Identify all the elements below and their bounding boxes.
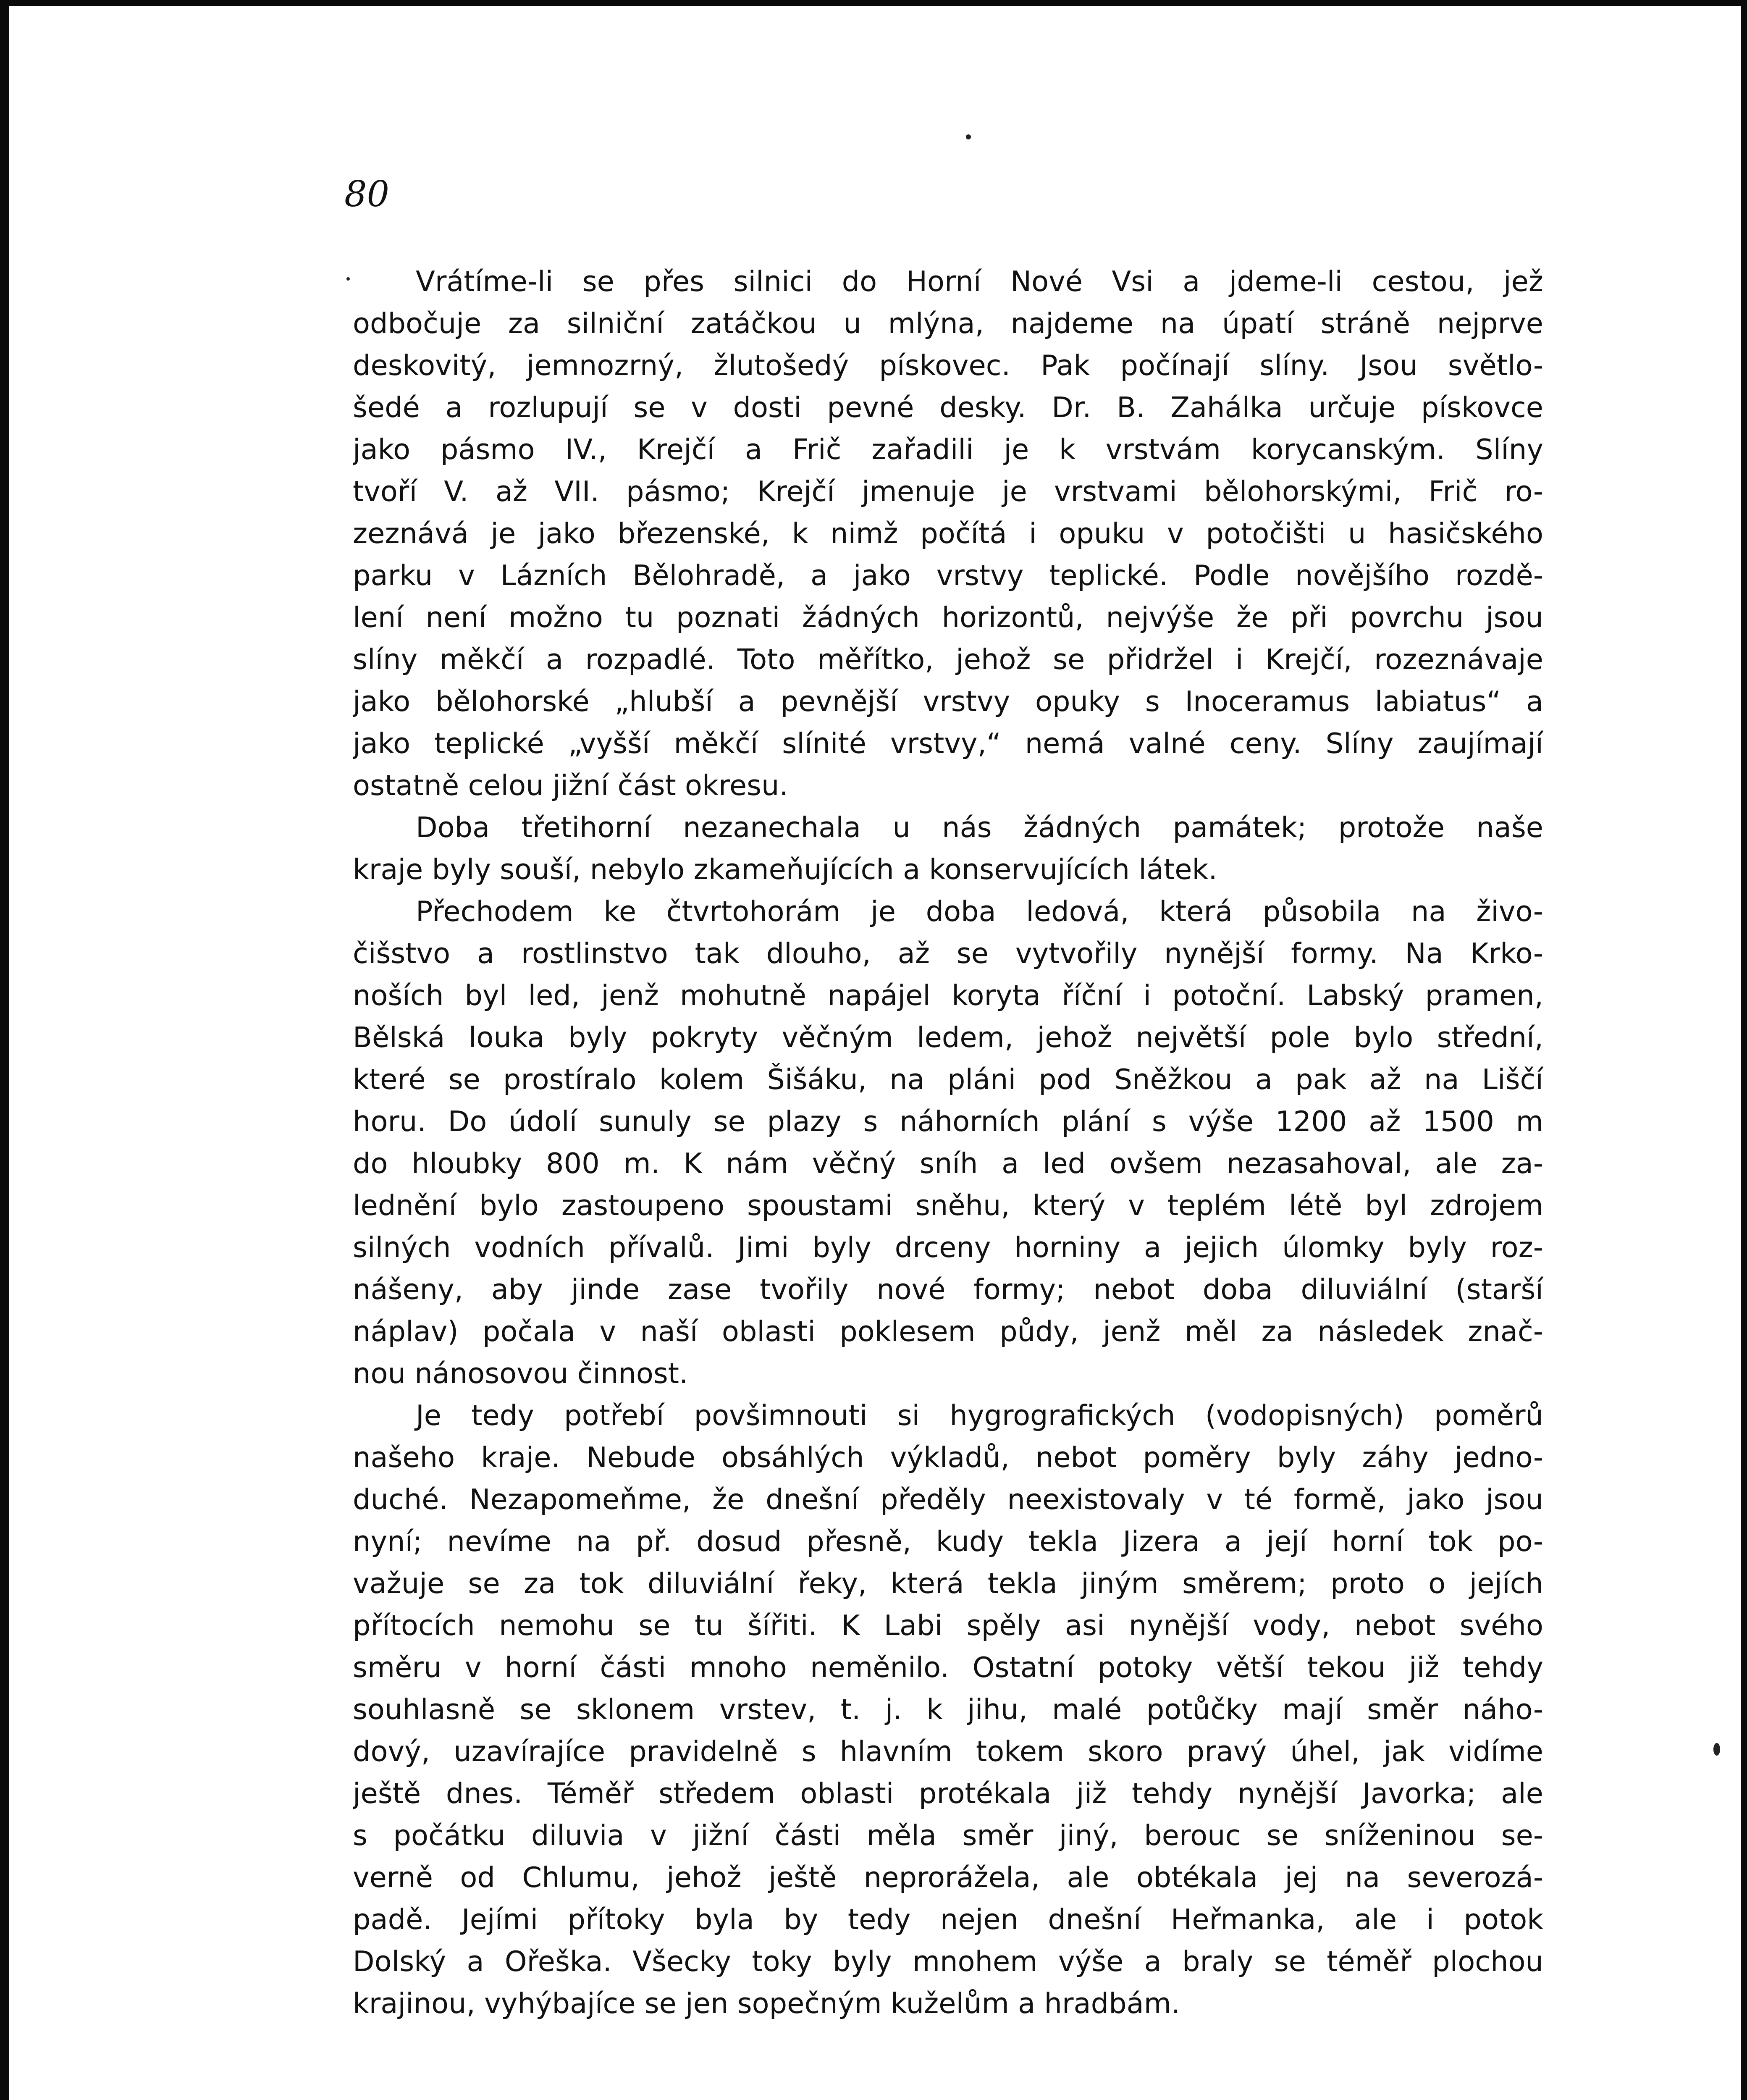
scan-edge-right bbox=[1741, 0, 1747, 2100]
scan-edge-top bbox=[0, 0, 1747, 6]
text-line: čišstvo a rostlinstvo tak dlouho, až se vytvořily nynější formy. Na Krko- bbox=[353, 937, 1543, 970]
text-line: náplav) počala v naší oblasti poklesem půdy, jenž měl za následek znač- bbox=[353, 1315, 1543, 1348]
text-line: kraje byly souší, nebylo zkameňujících a konservujících látek. bbox=[353, 853, 1217, 886]
text-line: Přechodem ke čtvrtohorám je doba ledová, která působila na živo- bbox=[416, 895, 1543, 928]
text-line: parku v Lázních Bělohradě, a jako vrstvy teplické. Podle novějšího rozdě- bbox=[353, 559, 1543, 592]
text-line: našeho kraje. Nebude obsáhlých výkladů, nebot poměry byly záhy jedno- bbox=[353, 1441, 1543, 1474]
text-line: Je tedy potřebí povšimnouti si hygrografických (vodopisných) poměrů bbox=[416, 1399, 1543, 1432]
text-line: souhlasně se sklonem vrstev, t. j. k jihu, malé potůčky mají směr náho- bbox=[353, 1693, 1543, 1726]
text-line: které se prostíralo kolem Šišáku, na pláni pod Sněžkou a pak až na Liščí bbox=[353, 1063, 1543, 1096]
text-line: verně od Chlumu, jehož ještě neprorážela, ale obtékala jej na severozá- bbox=[353, 1861, 1543, 1894]
text-line: do hloubky 800 m. K nám věčný sníh a led ovšem nezasahoval, ale za- bbox=[353, 1147, 1543, 1180]
text-line: jako bělohorské „hlubší a pevnější vrstvy opuky s Inoceramus labiatus“ a bbox=[353, 685, 1543, 718]
text-line: šedé a rozlupují se v dosti pevné desky. Dr. B. Zahálka určuje pískovce bbox=[353, 391, 1543, 424]
text-line: tvoří V. až VII. pásmo; Krejčí jmenuje je vrstvami bělohorskými, Frič ro- bbox=[353, 475, 1543, 508]
text-line: Dolský a Ořeška. Všecky toky byly mnohem výše a braly se téměř plochou bbox=[353, 1945, 1543, 1978]
scan-edge-left bbox=[0, 0, 9, 2100]
text-line: silných vodních přívalů. Jimi byly drceny horniny a jejich úlomky byly roz- bbox=[353, 1231, 1543, 1264]
text-line: nou nánosovou činnost. bbox=[353, 1357, 688, 1390]
text-line: slíny měkčí a rozpadlé. Toto měřítko, jehož se přidržel i Krejčí, rozeznávaje bbox=[353, 643, 1543, 676]
scan-speck bbox=[966, 134, 971, 139]
text-line: Vrátíme-li se přes silnici do Horní Nové Vsi a jdeme-li cestou, jež bbox=[416, 265, 1543, 298]
text-line: ostatně celou jižní část okresu. bbox=[353, 769, 788, 802]
body-text bbox=[353, 260, 1543, 2024]
text-line: jako pásmo IV., Krejčí a Frič zařadili je k vrstvám korycanským. Slíny bbox=[353, 433, 1543, 466]
text-line: nyní; nevíme na př. dosud přesně, kudy tekla Jizera a její horní tok po- bbox=[353, 1525, 1543, 1558]
text-line: zeznává je jako březenské, k nimž počítá i opuku v potočišti u hasičského bbox=[353, 517, 1543, 550]
text-line: deskovitý, jemnozrný, žlutošedý pískovec. Pak počínají slíny. Jsou světlo- bbox=[353, 349, 1543, 382]
scan-speck bbox=[346, 277, 350, 281]
text-line: Bělská louka byly pokryty věčným ledem, jehož největší pole bylo střední, bbox=[353, 1021, 1543, 1054]
text-line: jako teplické „vyšší měkčí slínité vrstvy,“ nemá valné ceny. Slíny zaujímají bbox=[353, 727, 1543, 760]
text-line: s počátku diluvia v jižní části měla směr jiný, berouc se sníženinou se- bbox=[353, 1819, 1543, 1852]
text-line: ještě dnes. Téměř středem oblasti protékala již tehdy nynější Javorka; ale bbox=[353, 1777, 1543, 1810]
text-line: Doba třetihorní nezanechala u nás žádných památek; protože naše bbox=[416, 811, 1543, 844]
text-line: noších byl led, jenž mohutně napájel koryta říční i potoční. Labský pramen, bbox=[353, 979, 1543, 1012]
text-line: dový, uzavírajíce pravidelně s hlavním tokem skoro pravý úhel, jak vidíme bbox=[353, 1735, 1543, 1768]
text-line: horu. Do údolí sunuly se plazy s náhorních plání s výše 1200 až 1500 m bbox=[353, 1105, 1543, 1138]
text-line: krajinou, vyhýbajíce se jen sopečným kuželům a hradbám. bbox=[353, 1987, 1180, 2020]
text-line: duché. Nezapomeňme, že dnešní předěly neexistovaly v té formě, jako jsou bbox=[353, 1483, 1543, 1516]
scan-speck bbox=[1713, 1743, 1720, 1756]
text-line: odbočuje za silniční zatáčkou u mlýna, najdeme na úpatí stráně nejprve bbox=[353, 307, 1543, 340]
text-line: přítocích nemohu se tu šířiti. K Labi spěly asi nynější vody, nebot svého bbox=[353, 1609, 1543, 1642]
page-number: 80 bbox=[344, 173, 389, 215]
text-line: važuje se za tok diluviální řeky, která tekla jiným směrem; proto o jejích bbox=[353, 1567, 1543, 1600]
text-line: lení není možno tu poznati žádných horizontů, nejvýše že při povrchu jsou bbox=[353, 601, 1543, 634]
text-line: směru v horní části mnoho neměnilo. Ostatní potoky větší tekou již tehdy bbox=[353, 1651, 1543, 1684]
text-line: lednění bylo zastoupeno spoustami sněhu, který v teplém létě byl zdrojem bbox=[353, 1189, 1543, 1222]
text-line: nášeny, aby jinde zase tvořily nové formy; nebot doba diluviální (starší bbox=[353, 1273, 1543, 1306]
text-line: padě. Jejími přítoky byla by tedy nejen dnešní Heřmanka, ale i potok bbox=[353, 1903, 1543, 1936]
